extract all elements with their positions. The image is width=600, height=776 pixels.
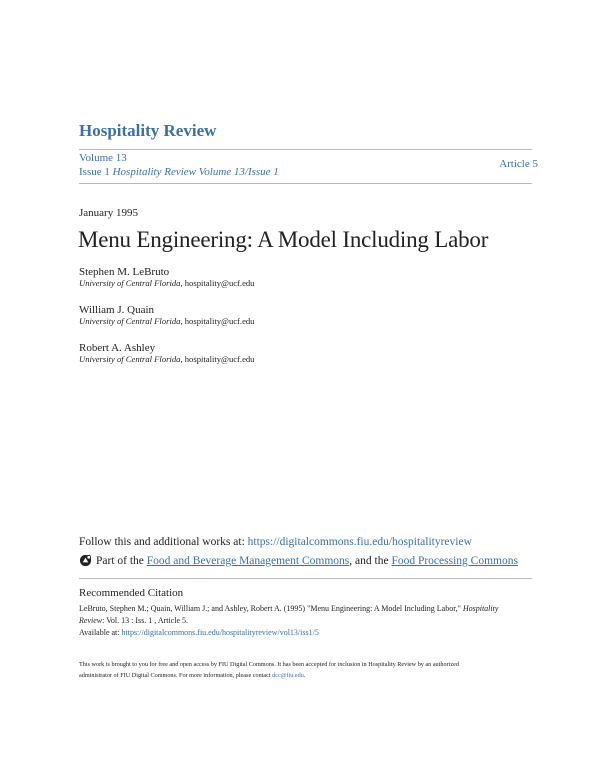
food-beverage-commons-link[interactable]: Food and Beverage Management Commons [146, 554, 350, 567]
author-name: Robert A. Ashley [79, 342, 156, 354]
footer-text: This work is brought to you for free and open access by FIU Digital Commons. It has been accepted for inclusion in Hospitality Review by an authorized administrator of FIU Digital Commons. For more information, please contact [79, 661, 459, 679]
affiliation-name: University of Central Florida [79, 316, 181, 326]
publication-date: January 1995 [79, 207, 138, 219]
article-number-link[interactable]: Article 5 [499, 158, 538, 170]
part-of-middle: , and the [349, 554, 389, 567]
part-of-line [79, 554, 518, 567]
author-email[interactable]: , hospitality@ucf.edu [180, 278, 255, 288]
issue-prefix[interactable]: Issue 1 [79, 166, 110, 178]
issue-line[interactable] [79, 166, 279, 178]
follow-prefix: Follow this and additional works at: [79, 536, 248, 548]
follow-url-link[interactable]: https://digitalcommons.fiu.edu/hospitalityreview [247, 536, 472, 548]
author-name: Stephen M. LeBruto [79, 266, 170, 278]
author-name: William J. Quain [79, 304, 155, 316]
citation-volume: : Vol. 13 : Iss. 1 , Article 5. [102, 616, 189, 625]
author-block [79, 266, 254, 288]
divider-citation [79, 578, 532, 579]
issue-link[interactable]: Hospitality Review Volume 13/Issue 1 [112, 166, 279, 178]
volume-link[interactable]: Volume 13 [79, 152, 127, 164]
citation-authors-title: LeBruto, Stephen M.; Quain, William J.; and Ashley, Robert A. (1995) "Menu Engineering: A Model Including Labor," [79, 604, 463, 613]
affiliation-name: University of Central Florida [79, 278, 181, 288]
affiliation-name: University of Central Florida [79, 354, 181, 364]
available-prefix: Available at: [79, 628, 122, 637]
divider-top [79, 149, 532, 150]
author-affiliation [79, 278, 254, 288]
author-affiliation [79, 354, 254, 364]
contact-email-link[interactable]: dcc@fiu.edu [272, 672, 304, 679]
follow-line [79, 536, 472, 548]
journal-title[interactable]: Hospitality Review [79, 121, 217, 140]
footer-note [79, 659, 479, 681]
citation-url-link[interactable]: https://digitalcommons.fiu.edu/hospitalityreview/vol13/iss1/5 [121, 628, 319, 637]
part-of-prefix: Part of the [96, 554, 144, 567]
recommended-citation-heading: Recommended Citation [79, 587, 184, 599]
citation-text [79, 603, 519, 639]
food-processing-commons-link[interactable]: Food Processing Commons [391, 554, 518, 567]
article-title: Menu Engineering: A Model Including Labor [78, 227, 489, 252]
author-block [79, 342, 254, 364]
author-email[interactable]: , hospitality@ucf.edu [180, 316, 255, 326]
citation-journal: Hospitality Review [79, 604, 499, 625]
author-email[interactable]: , hospitality@ucf.edu [180, 354, 255, 364]
author-block [79, 304, 254, 326]
footer-end: . [303, 672, 306, 679]
divider-header [79, 183, 532, 184]
network-commons-icon [79, 554, 92, 567]
author-affiliation [79, 316, 254, 326]
